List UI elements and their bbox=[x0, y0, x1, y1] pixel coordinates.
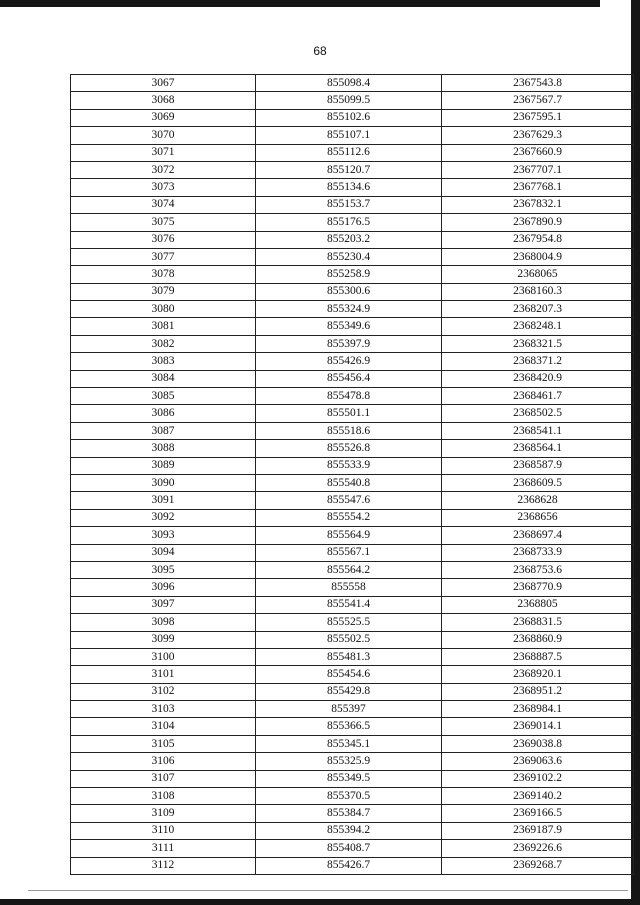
x-coordinate-cell: 855564.2 bbox=[256, 561, 442, 578]
point-number-cell: 3069 bbox=[71, 109, 256, 126]
point-number-cell: 3110 bbox=[71, 822, 256, 839]
point-number-cell: 3077 bbox=[71, 248, 256, 265]
point-number-cell: 3101 bbox=[71, 666, 256, 683]
x-coordinate-cell: 855300.6 bbox=[256, 283, 442, 300]
table-row bbox=[71, 231, 634, 248]
point-number-cell: 3088 bbox=[71, 440, 256, 457]
point-number-cell: 3073 bbox=[71, 179, 256, 196]
table-row bbox=[71, 92, 634, 109]
table-row bbox=[71, 388, 634, 405]
table-row bbox=[71, 579, 634, 596]
y-coordinate-cell: 2368207.3 bbox=[442, 301, 634, 318]
y-coordinate-cell: 2368461.7 bbox=[442, 388, 634, 405]
y-coordinate-cell: 2368831.5 bbox=[442, 614, 634, 631]
x-coordinate-cell: 855349.5 bbox=[256, 770, 442, 787]
y-coordinate-cell: 2369063.6 bbox=[442, 753, 634, 770]
table-row bbox=[71, 127, 634, 144]
y-coordinate-cell: 2368770.9 bbox=[442, 579, 634, 596]
y-coordinate-cell: 2368541.1 bbox=[442, 422, 634, 439]
table-row bbox=[71, 196, 634, 213]
table-row bbox=[71, 701, 634, 718]
y-coordinate-cell: 2367768.1 bbox=[442, 179, 634, 196]
x-coordinate-cell: 855533.9 bbox=[256, 457, 442, 474]
table-row bbox=[71, 614, 634, 631]
y-coordinate-cell: 2368420.9 bbox=[442, 370, 634, 387]
x-coordinate-cell: 855099.5 bbox=[256, 92, 442, 109]
point-number-cell: 3087 bbox=[71, 422, 256, 439]
x-coordinate-cell: 855456.4 bbox=[256, 370, 442, 387]
point-number-cell: 3080 bbox=[71, 301, 256, 318]
table-row bbox=[71, 318, 634, 335]
x-coordinate-cell: 855258.9 bbox=[256, 266, 442, 283]
x-coordinate-cell: 855366.5 bbox=[256, 718, 442, 735]
y-coordinate-cell: 2368753.6 bbox=[442, 561, 634, 578]
point-number-cell: 3089 bbox=[71, 457, 256, 474]
y-coordinate-cell: 2367567.7 bbox=[442, 92, 634, 109]
y-coordinate-cell: 2367595.1 bbox=[442, 109, 634, 126]
point-number-cell: 3104 bbox=[71, 718, 256, 735]
y-coordinate-cell: 2368887.5 bbox=[442, 648, 634, 665]
y-coordinate-cell: 2369038.8 bbox=[442, 735, 634, 752]
y-coordinate-cell: 2368805 bbox=[442, 596, 634, 613]
x-coordinate-cell: 855203.2 bbox=[256, 231, 442, 248]
x-coordinate-cell: 855518.6 bbox=[256, 422, 442, 439]
point-number-cell: 3093 bbox=[71, 527, 256, 544]
point-number-cell: 3079 bbox=[71, 283, 256, 300]
y-coordinate-cell: 2369268.7 bbox=[442, 857, 634, 874]
table-row bbox=[71, 666, 634, 683]
x-coordinate-cell: 855501.1 bbox=[256, 405, 442, 422]
y-coordinate-cell: 2368733.9 bbox=[442, 544, 634, 561]
y-coordinate-cell: 2368628 bbox=[442, 492, 634, 509]
point-number-cell: 3100 bbox=[71, 648, 256, 665]
point-number-cell: 3092 bbox=[71, 509, 256, 526]
y-coordinate-cell: 2367890.9 bbox=[442, 214, 634, 231]
y-coordinate-cell: 2368160.3 bbox=[442, 283, 634, 300]
table-row bbox=[71, 788, 634, 805]
x-coordinate-cell: 855230.4 bbox=[256, 248, 442, 265]
y-coordinate-cell: 2369102.2 bbox=[442, 770, 634, 787]
x-coordinate-cell: 855325.9 bbox=[256, 753, 442, 770]
y-coordinate-cell: 2368860.9 bbox=[442, 631, 634, 648]
point-number-cell: 3068 bbox=[71, 92, 256, 109]
table-row bbox=[71, 474, 634, 491]
x-coordinate-cell: 855153.7 bbox=[256, 196, 442, 213]
x-coordinate-cell: 855481.3 bbox=[256, 648, 442, 665]
table-row bbox=[71, 561, 634, 578]
table-row bbox=[71, 179, 634, 196]
table-row bbox=[71, 405, 634, 422]
x-coordinate-cell: 855112.6 bbox=[256, 144, 442, 161]
point-number-cell: 3112 bbox=[71, 857, 256, 874]
x-coordinate-cell: 855554.2 bbox=[256, 509, 442, 526]
table-row bbox=[71, 735, 634, 752]
point-number-cell: 3111 bbox=[71, 840, 256, 857]
table-row bbox=[71, 596, 634, 613]
x-coordinate-cell: 855525.5 bbox=[256, 614, 442, 631]
table-row bbox=[71, 631, 634, 648]
scan-border-top bbox=[0, 0, 600, 7]
y-coordinate-cell: 2369140.2 bbox=[442, 788, 634, 805]
point-number-cell: 3105 bbox=[71, 735, 256, 752]
point-number-cell: 3094 bbox=[71, 544, 256, 561]
y-coordinate-cell: 2369166.5 bbox=[442, 805, 634, 822]
x-coordinate-cell: 855426.9 bbox=[256, 353, 442, 370]
y-coordinate-cell: 2368656 bbox=[442, 509, 634, 526]
x-coordinate-cell: 855134.6 bbox=[256, 179, 442, 196]
x-coordinate-cell: 855176.5 bbox=[256, 214, 442, 231]
y-coordinate-cell: 2367954.8 bbox=[442, 231, 634, 248]
y-coordinate-cell: 2368920.1 bbox=[442, 666, 634, 683]
x-coordinate-cell: 855349.6 bbox=[256, 318, 442, 335]
y-coordinate-cell: 2368951.2 bbox=[442, 683, 634, 700]
x-coordinate-cell: 855384.7 bbox=[256, 805, 442, 822]
y-coordinate-cell: 2368004.9 bbox=[442, 248, 634, 265]
point-number-cell: 3095 bbox=[71, 561, 256, 578]
y-coordinate-cell: 2368248.1 bbox=[442, 318, 634, 335]
x-coordinate-cell: 855370.5 bbox=[256, 788, 442, 805]
x-coordinate-cell: 855454.6 bbox=[256, 666, 442, 683]
point-number-cell: 3109 bbox=[71, 805, 256, 822]
scan-border-bottom bbox=[0, 899, 640, 905]
x-coordinate-cell: 855502.5 bbox=[256, 631, 442, 648]
x-coordinate-cell: 855397.9 bbox=[256, 335, 442, 352]
x-coordinate-cell: 855478.8 bbox=[256, 388, 442, 405]
table-row bbox=[71, 335, 634, 352]
x-coordinate-cell: 855098.4 bbox=[256, 75, 442, 92]
point-number-cell: 3070 bbox=[71, 127, 256, 144]
scan-bottom-rule bbox=[28, 890, 628, 891]
table-row bbox=[71, 353, 634, 370]
table-row bbox=[71, 161, 634, 178]
table-row bbox=[71, 544, 634, 561]
x-coordinate-cell: 855567.1 bbox=[256, 544, 442, 561]
point-number-cell: 3098 bbox=[71, 614, 256, 631]
y-coordinate-cell: 2368697.4 bbox=[442, 527, 634, 544]
point-number-cell: 3103 bbox=[71, 701, 256, 718]
table-row bbox=[71, 770, 634, 787]
point-number-cell: 3071 bbox=[71, 144, 256, 161]
point-number-cell: 3067 bbox=[71, 75, 256, 92]
table-row bbox=[71, 509, 634, 526]
y-coordinate-cell: 2367629.3 bbox=[442, 127, 634, 144]
table-row bbox=[71, 144, 634, 161]
point-number-cell: 3102 bbox=[71, 683, 256, 700]
table-row bbox=[71, 370, 634, 387]
table-row bbox=[71, 822, 634, 839]
table-row bbox=[71, 857, 634, 874]
table-row bbox=[71, 805, 634, 822]
x-coordinate-cell: 855429.8 bbox=[256, 683, 442, 700]
point-number-cell: 3096 bbox=[71, 579, 256, 596]
point-number-cell: 3082 bbox=[71, 335, 256, 352]
point-number-cell: 3076 bbox=[71, 231, 256, 248]
point-number-cell: 3106 bbox=[71, 753, 256, 770]
table-row bbox=[71, 109, 634, 126]
x-coordinate-cell: 855394.2 bbox=[256, 822, 442, 839]
table-row bbox=[71, 457, 634, 474]
x-coordinate-cell: 855397 bbox=[256, 701, 442, 718]
x-coordinate-cell: 855558 bbox=[256, 579, 442, 596]
point-number-cell: 3099 bbox=[71, 631, 256, 648]
y-coordinate-cell: 2369187.9 bbox=[442, 822, 634, 839]
coordinate-table bbox=[70, 74, 634, 875]
y-coordinate-cell: 2367660.9 bbox=[442, 144, 634, 161]
y-coordinate-cell: 2368984.1 bbox=[442, 701, 634, 718]
point-number-cell: 3091 bbox=[71, 492, 256, 509]
table-row bbox=[71, 648, 634, 665]
table-row bbox=[71, 440, 634, 457]
x-coordinate-cell: 855564.9 bbox=[256, 527, 442, 544]
x-coordinate-cell: 855107.1 bbox=[256, 127, 442, 144]
x-coordinate-cell: 855102.6 bbox=[256, 109, 442, 126]
x-coordinate-cell: 855540.8 bbox=[256, 474, 442, 491]
y-coordinate-cell: 2367707.1 bbox=[442, 161, 634, 178]
table-row bbox=[71, 283, 634, 300]
y-coordinate-cell: 2368609.5 bbox=[442, 474, 634, 491]
point-number-cell: 3085 bbox=[71, 388, 256, 405]
point-number-cell: 3083 bbox=[71, 353, 256, 370]
y-coordinate-cell: 2368321.5 bbox=[442, 335, 634, 352]
page-number: 68 bbox=[313, 44, 327, 58]
table-row bbox=[71, 75, 634, 92]
x-coordinate-cell: 855547.6 bbox=[256, 492, 442, 509]
point-number-cell: 3072 bbox=[71, 161, 256, 178]
coordinate-table-body bbox=[71, 75, 634, 875]
table-row bbox=[71, 422, 634, 439]
x-coordinate-cell: 855120.7 bbox=[256, 161, 442, 178]
point-number-cell: 3107 bbox=[71, 770, 256, 787]
y-coordinate-cell: 2367543.8 bbox=[442, 75, 634, 92]
x-coordinate-cell: 855324.9 bbox=[256, 301, 442, 318]
y-coordinate-cell: 2368502.5 bbox=[442, 405, 634, 422]
x-coordinate-cell: 855426.7 bbox=[256, 857, 442, 874]
y-coordinate-cell: 2368371.2 bbox=[442, 353, 634, 370]
x-coordinate-cell: 855345.1 bbox=[256, 735, 442, 752]
point-number-cell: 3097 bbox=[71, 596, 256, 613]
point-number-cell: 3075 bbox=[71, 214, 256, 231]
y-coordinate-cell: 2369014.1 bbox=[442, 718, 634, 735]
table-row bbox=[71, 301, 634, 318]
point-number-cell: 3081 bbox=[71, 318, 256, 335]
point-number-cell: 3090 bbox=[71, 474, 256, 491]
point-number-cell: 3086 bbox=[71, 405, 256, 422]
y-coordinate-cell: 2367832.1 bbox=[442, 196, 634, 213]
table-row bbox=[71, 753, 634, 770]
table-row bbox=[71, 718, 634, 735]
point-number-cell: 3084 bbox=[71, 370, 256, 387]
x-coordinate-cell: 855541.4 bbox=[256, 596, 442, 613]
y-coordinate-cell: 2368587.9 bbox=[442, 457, 634, 474]
point-number-cell: 3078 bbox=[71, 266, 256, 283]
table-row bbox=[71, 527, 634, 544]
table-row bbox=[71, 683, 634, 700]
point-number-cell: 3074 bbox=[71, 196, 256, 213]
table-row bbox=[71, 266, 634, 283]
point-number-cell: 3108 bbox=[71, 788, 256, 805]
y-coordinate-cell: 2368564.1 bbox=[442, 440, 634, 457]
x-coordinate-cell: 855526.8 bbox=[256, 440, 442, 457]
table-row bbox=[71, 248, 634, 265]
table-row bbox=[71, 492, 634, 509]
table-row bbox=[71, 214, 634, 231]
table-row bbox=[71, 840, 634, 857]
y-coordinate-cell: 2369226.6 bbox=[442, 840, 634, 857]
y-coordinate-cell: 2368065 bbox=[442, 266, 634, 283]
x-coordinate-cell: 855408.7 bbox=[256, 840, 442, 857]
